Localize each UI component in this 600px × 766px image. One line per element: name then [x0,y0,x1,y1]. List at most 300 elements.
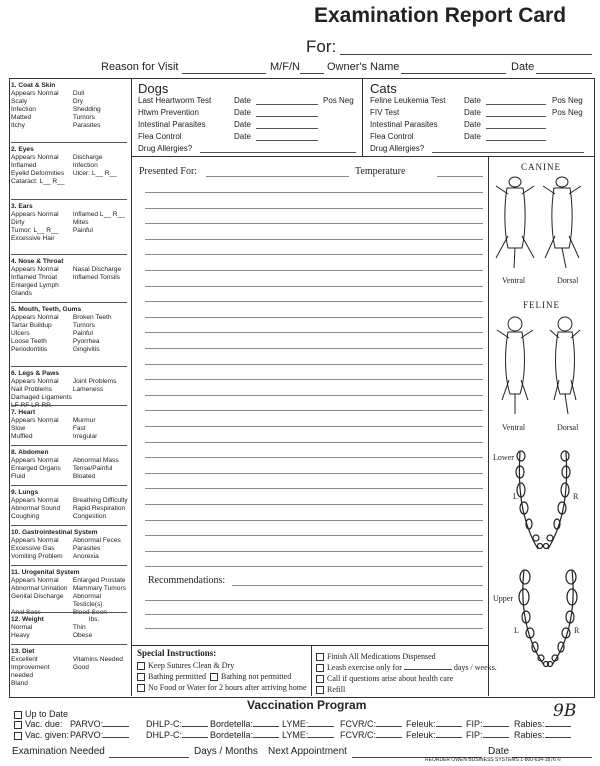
presented-label: Presented For: [139,166,198,177]
checklist-option[interactable]: Mites [72,219,89,226]
note-line[interactable] [145,426,483,427]
checklist-option[interactable]: Inflamed L__ R__ [72,211,125,218]
checklist-row [11,394,129,410]
checklist-option[interactable]: Slow [11,425,26,432]
checklist-row [11,211,129,219]
checklist-row [11,322,129,330]
checklist-row [11,90,129,98]
note-line[interactable] [145,473,483,474]
checklist-option[interactable] [73,680,129,688]
checklist-option[interactable]: Mammary Tumors [72,585,126,592]
allergies-field[interactable] [432,152,584,153]
checklist-option[interactable]: Thin [72,624,86,631]
note-line[interactable] [145,551,483,552]
checkbox[interactable] [137,673,145,681]
checklist-option[interactable]: Genital Discharge [11,593,64,600]
checklist-row [11,346,129,354]
checklist-row [11,624,129,632]
checklist-option[interactable]: Appears Normal [11,154,59,161]
vaccine-field[interactable]: LYME: [282,719,334,729]
checklist-section [11,306,129,354]
checklist-option[interactable]: Lameness [72,386,104,393]
note-line[interactable] [145,332,483,333]
note-line[interactable] [145,254,483,255]
lower-right-label: R [573,492,579,501]
cats-table [370,95,590,155]
feline-dorsal-label: Dorsal [557,423,579,432]
checklist-row [11,106,129,114]
note-line[interactable] [145,270,483,271]
section-divider [11,254,127,255]
checklist-row [11,465,129,473]
checklist-option[interactable]: Good [72,664,89,671]
section-divider [11,366,127,367]
checklist-section [11,489,129,521]
vaccine-name: FCVR/C [340,719,374,729]
instruction-item: Finish All Medications Dispensed [327,652,436,661]
date-label: Date [464,108,481,117]
checklist-option[interactable]: Matted [11,114,32,121]
vaccine-name: DHLP-C [146,719,180,729]
date-label: Date [511,61,535,73]
vaccine-field[interactable]: FCVR/C: [340,730,402,740]
checklist-option[interactable]: Abnormal Mass [72,457,119,464]
checkbox[interactable] [316,653,324,661]
checklist-option[interactable]: Periodontitis [11,346,48,353]
test-label: Last Heartworm Test [138,96,212,105]
dogs-row [138,131,360,143]
checklist-option[interactable]: Appears Normal [11,211,59,218]
recommendation-line[interactable] [145,628,483,629]
note-line[interactable] [145,442,483,443]
section-divider [11,142,127,143]
vaccine-field[interactable]: Rabies: [514,730,571,740]
instruction-item: Refill [327,685,346,694]
vaccine-field[interactable]: PARVO: [70,719,129,729]
diagram-divider [488,156,489,696]
note-line[interactable] [145,520,483,521]
checklist-option[interactable]: Enlarged Organs [11,465,61,472]
checkbox[interactable] [137,684,145,692]
canine-ventral-label: Ventral [502,276,526,285]
checklist-row [11,154,129,162]
date-field[interactable] [256,140,318,141]
date-field[interactable] [256,128,318,129]
dogs-title: Dogs [138,81,169,96]
vaccination-row [14,719,594,730]
vaccine-field[interactable]: Feleuk: [406,730,462,740]
note-line[interactable] [145,239,483,240]
checklist-option[interactable]: Painful [72,227,93,234]
checklist-option[interactable]: Gingivitis [72,346,100,353]
checklist-option[interactable]: Inflamed Throat [11,274,58,281]
vaccination-row-label: Vac. given: [25,730,69,740]
canine-diagram [490,176,592,276]
checklist-option[interactable]: Appears Normal [11,266,59,273]
vaccine-field[interactable]: FCVR/C: [340,719,402,729]
recommendation-line[interactable] [145,614,483,615]
test-label: Htwm Prevention [138,108,199,117]
checklist-option[interactable]: Tartar Buildup [11,322,52,329]
checklist-option[interactable]: Tumors [72,322,95,329]
allergies-field[interactable] [200,152,356,153]
checklist-option[interactable]: Congestion [72,513,107,520]
checklist-row [11,593,129,609]
checklist-option[interactable]: Vitamins Needed [72,656,123,663]
reason-field[interactable] [182,73,266,74]
checklist-option[interactable]: Appears Normal [11,577,59,584]
checklist-option[interactable]: Fast [72,425,86,432]
note-line[interactable] [145,317,483,318]
note-line[interactable] [145,535,483,536]
checklist-option[interactable]: Anal Sacs [11,609,41,616]
checklist-option[interactable]: Parasites [72,545,101,552]
cats-title: Cats [370,81,397,96]
special-item: Bathing not permitted [221,672,292,681]
section-divider [11,525,127,526]
date-field[interactable] [486,104,546,105]
checklist-row [11,227,129,235]
checklist-option[interactable]: Appears Normal [11,457,59,464]
recommendation-line[interactable] [145,600,483,601]
section-title: 7. Heart [11,409,36,416]
section-title: 13. Diet [11,648,35,655]
checklist-section [11,529,129,561]
vaccination-row-label: Vac. due: [25,719,63,729]
note-line[interactable] [145,566,483,567]
date-field[interactable] [486,116,546,117]
checklist-section [11,449,129,481]
test-label: Flea Control [138,132,182,141]
mfn-field[interactable] [300,73,324,74]
pos-neg[interactable]: Pos Neg [552,96,583,105]
checklist-option[interactable]: Appears Normal [11,90,59,97]
vaccination-row [14,730,594,741]
checklist-option[interactable]: Tumors [72,114,95,121]
vaccine-name: Rabies [514,730,543,740]
checklist-option[interactable]: Tumor: L__ R__ [11,227,59,234]
days-months-label: Days / Months [194,746,258,757]
checklist-option[interactable]: Dry [72,98,84,105]
note-line[interactable] [145,348,483,349]
checklist-option[interactable]: Murmur [72,417,96,424]
upper-teeth-diagram [512,565,584,671]
vaccine-field[interactable]: DHLP-C: [146,730,208,740]
checklist-option[interactable]: Appears Normal [11,378,59,385]
special-top-border [131,645,489,646]
dogs-row [138,119,360,131]
checklist-row [11,585,129,593]
checklist-option[interactable] [73,235,129,243]
for-field[interactable] [340,54,592,55]
pos-neg[interactable]: Pos Neg [552,108,583,117]
vaccine-field[interactable]: Bordetella: [210,730,279,740]
checklist-option[interactable]: Improvement needed [11,664,50,679]
recommendations-label: Recommendations: [148,575,226,586]
checklist-option[interactable]: Enlarged Lymph Glands [11,282,59,297]
checklist-option[interactable]: Dirty [11,219,25,226]
checklist-option[interactable]: Scaly [11,98,28,105]
checklist-option[interactable]: Pyorrhea [72,338,100,345]
vaccine-field[interactable]: FIP: [466,730,509,740]
checklist-option[interactable]: Abnormal Sound [11,505,61,512]
checklist-option[interactable]: Painful [72,330,93,337]
lower-label: Lower [493,453,514,462]
leash-days-field[interactable] [404,669,452,670]
checklist-option[interactable]: Blood Seen [72,609,107,616]
checklist-option[interactable]: Joint Problems [72,378,117,385]
section-divider [11,405,127,406]
footer-date-label: Date [488,746,510,757]
checkbox[interactable] [137,662,145,670]
checklist-section [11,616,129,640]
checkbox[interactable] [210,673,218,681]
feline-dorsal-drawing [550,317,580,414]
left-divider [131,78,132,696]
up-to-date-row [14,709,68,719]
checklist-option[interactable]: Excessive Gas [11,545,55,552]
feline-diagram [490,314,592,420]
vaccine-name: FIP [466,719,481,729]
checklist-option[interactable] [73,282,129,298]
checklist-option[interactable]: Appears Normal [11,537,59,544]
checklist-row [11,577,129,585]
vaccine-name: Feleuk [406,730,434,740]
checklist-option[interactable]: Damaged Ligaments LF RF LR RR [11,394,72,409]
note-line[interactable] [145,192,483,193]
vaccine-field[interactable]: PARVO: [70,730,129,740]
presented-field[interactable] [206,176,349,177]
checklist-row [11,656,129,664]
checklist-row [11,433,129,441]
note-line[interactable] [145,410,483,411]
note-line[interactable] [145,504,483,505]
exam-needed-field[interactable] [109,757,189,758]
cats-row [370,143,590,155]
temperature-field[interactable] [437,176,483,177]
vaccine-name: PARVO [70,730,101,740]
checklist-row [11,330,129,338]
checklist-option[interactable]: Cataract: L__ R__ [11,178,65,185]
vaccine-field[interactable]: Rabies: [514,719,571,729]
section-divider [11,445,127,446]
checklist-row [11,235,129,243]
checklist-option[interactable]: Appears Normal [11,497,59,504]
vaccine-name: Bordetella [210,730,251,740]
checklist-option[interactable]: Ulcer: L__ R__ [72,170,117,177]
checklist-row [11,545,129,553]
checklist-option[interactable]: Obese [72,632,93,639]
vaccine-name: DHLP-C [146,730,180,740]
special-title: Special Instructions: [137,648,217,658]
checklist-option[interactable]: Coughing [11,513,40,520]
dogs-table [138,95,360,155]
note-line[interactable] [145,395,483,396]
checklist-section [11,258,129,298]
checklist-row [11,664,129,680]
checklist-option[interactable]: Bland [11,680,28,687]
checkbox[interactable] [316,664,324,672]
checklist-option[interactable]: Inflamed [11,162,37,169]
note-line[interactable] [145,208,483,209]
checklist-option[interactable]: Bloated [72,473,96,480]
checklist-option[interactable]: Infection [72,162,98,169]
upper-left-label: L [514,626,519,635]
vaccine-field[interactable]: Feleuk: [406,719,462,729]
checklist-option[interactable]: Infection [11,106,36,113]
weight-unit: lbs. [89,616,100,623]
section-divider [11,302,127,303]
checklist-option[interactable]: Anorexia [72,553,99,560]
checklist-option[interactable]: Dull [72,90,85,97]
note-line[interactable] [145,286,483,287]
checklist-option[interactable]: Ulcers [11,330,30,337]
checkbox[interactable] [316,686,324,694]
lower-left-label: L [513,492,518,501]
checklist-row [11,122,129,130]
instruction-item: Call if questions arise about health care [327,674,454,683]
upper-right-label: R [574,626,580,635]
checklist-option[interactable]: Itchy [11,122,25,129]
pos-neg[interactable]: Pos Neg [323,96,354,105]
next-appointment-label: Next Appointment [268,746,347,757]
checklist-section [11,648,129,688]
checklist-option[interactable]: Normal [11,624,33,631]
date-field[interactable] [486,128,546,129]
special-item: Bathing permitted [148,672,206,681]
checklist-option[interactable]: Nasal Discharge [72,266,122,273]
for-label: For: [306,37,337,56]
checklist-section [11,82,129,130]
checklist-option[interactable]: Rapid Respiration [72,505,126,512]
date-label: Date [234,108,251,117]
checklist-option[interactable]: Excessive Hair [11,235,55,242]
checklist-option[interactable]: Fluid [11,473,26,480]
feline-ventral-drawing [497,317,533,414]
canine-dorsal-drawing [543,177,581,268]
owner-field[interactable] [401,73,506,74]
up-to-date-label: Up to Date [25,709,69,719]
test-label: Intestinal Parasites [370,120,438,129]
note-line[interactable] [145,488,483,489]
test-label: Drug Allergies? [138,144,193,153]
checklist-option[interactable]: Nail Problems [11,386,53,393]
checklist-option[interactable] [73,178,129,186]
vaccine-name: PARVO [70,719,101,729]
checklist-option[interactable]: Excellent [11,656,38,663]
cats-row [370,95,590,107]
vaccine-field[interactable]: FIP: [466,719,509,729]
date-field[interactable] [536,73,592,74]
test-label: Feline Leukemia Test [370,96,446,105]
dogs-row [138,107,360,119]
vaccine-name: LYME [282,719,306,729]
checklist-option[interactable]: Irregular [72,433,98,440]
checklist-row [11,314,129,322]
date-field[interactable] [256,104,318,105]
checklist-row [11,505,129,513]
checklist-option[interactable]: Tense/Painful [72,465,113,472]
checklist-option[interactable]: Heavy [11,632,30,639]
mfn-label: M/F/N [270,61,300,73]
special-item: Keep Sutures Clean & Dry [148,661,235,670]
date-field[interactable] [256,116,318,117]
checkbox[interactable] [14,721,22,729]
note-line[interactable] [145,457,483,458]
note-line[interactable] [145,364,483,365]
checklist-row [11,219,129,227]
checklist-row [11,338,129,346]
checklist-option[interactable] [73,394,129,410]
special-divider [311,645,312,696]
note-line[interactable] [145,223,483,224]
lower-teeth-diagram [508,444,578,556]
checklist-option[interactable]: Abnormal Testicle(s) [72,593,103,608]
checklist-option[interactable]: Muffled [11,433,33,440]
note-line[interactable] [145,301,483,302]
checklist-row [11,282,129,298]
vaccine-field[interactable]: Bordetella: [210,719,279,729]
vaccine-field[interactable]: LYME: [282,730,334,740]
checklist-option[interactable]: Loose Teeth [11,338,47,345]
checklist-option[interactable]: Shedding [72,106,101,113]
vaccination-rows [14,719,594,741]
checklist-option[interactable]: Appears Normal [11,417,59,424]
checklist-option[interactable]: Vomiting Problem [11,553,63,560]
checklist-row [11,170,129,178]
checklist-row [11,386,129,394]
checkbox[interactable] [14,732,22,740]
exam-needed-label: Examination Needed [12,746,105,757]
canine-label: CANINE [521,162,561,172]
vaccination-title: Vaccination Program [247,698,367,712]
cats-row [370,119,590,131]
checklist-section [11,409,129,441]
checklist-option[interactable]: Abnormal Urination [11,585,68,592]
vaccine-field[interactable]: DHLP-C: [146,719,208,729]
checklist-row [11,425,129,433]
checklist-option[interactable]: Broken Teeth [72,314,112,321]
checklist-option[interactable]: Parasites [72,122,101,129]
checklist-row [11,417,129,425]
section-title: 8. Abdomen [11,449,49,456]
note-line[interactable] [145,379,483,380]
vaccine-name: LYME [282,730,306,740]
checklist-option[interactable]: Appears Normal [11,314,59,321]
recommendations-field[interactable] [232,585,483,586]
checklist-option[interactable]: Breathing Difficulty [72,497,128,504]
checklist-row [11,178,129,186]
date-field[interactable] [486,140,546,141]
checklist-option[interactable]: Enlarged Prostate [72,577,126,584]
checklist-option[interactable]: Discharge [72,154,103,161]
page-title: Examination Report Card [314,4,567,27]
checklist-option[interactable]: Inflamed Tonsils [72,274,120,281]
checkbox[interactable] [316,675,324,683]
checklist-option[interactable]: Eyelid Deformities [11,170,65,177]
checklist-row [11,513,129,521]
section-title: 10. Gastrointestinal System [11,529,98,536]
special-list [137,660,307,693]
instructions-list [316,651,497,695]
date-label: Date [234,120,251,129]
test-label: Drug Allergies? [370,144,425,153]
checklist-section [11,146,129,186]
checklist-row [11,98,129,106]
special-item: No Food or Water for 2 hours after arriving home [148,683,307,692]
checkbox[interactable] [14,711,22,719]
checklist-option[interactable]: Abnormal Feces [72,537,121,544]
